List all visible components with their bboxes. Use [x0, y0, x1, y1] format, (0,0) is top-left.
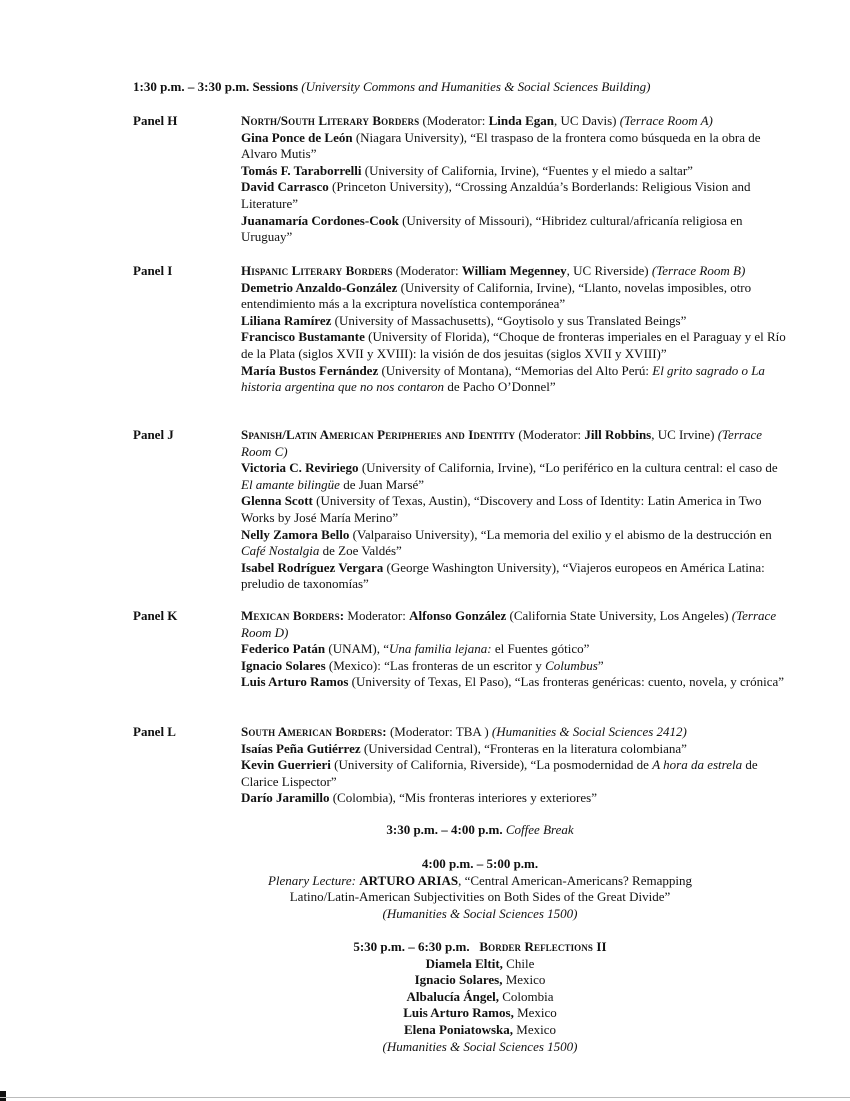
presenter-talk: (Colombia), “Mis fronteras interiores y exteriores”	[329, 790, 597, 806]
reflections-time: 5:30 p.m. – 6:30 p.m.	[353, 939, 470, 954]
presenter-talk-tail: el Fuentes gótico”	[491, 641, 590, 657]
presenter-talk: (University of California, Irvine), “Fuentes y el miedo a saltar”	[361, 162, 693, 178]
reflections-person	[200, 956, 760, 973]
panel-title: Spanish/Latin American Peripheries and Identity	[241, 427, 516, 442]
person-country: Mexico	[502, 972, 546, 988]
presenter-name: David Carrasco	[241, 179, 329, 195]
presenter-talk: (University of Massachusetts), “Goytisolo y sus Translated Beings”	[331, 312, 687, 328]
moderator-name: Alfonso González	[409, 608, 507, 623]
panel-body	[241, 608, 786, 691]
moderator-prefix: (Moderator: TBA )	[386, 724, 492, 739]
moderator-affiliation: , UC Davis)	[553, 113, 620, 128]
presenter-entry	[241, 313, 786, 330]
moderator-affiliation: , UC Irvine)	[651, 427, 718, 442]
panel-label: Panel L	[133, 724, 176, 739]
moderator-prefix: (Moderator:	[392, 263, 462, 278]
plenary-location: (Humanities & Social Sciences 1500)	[382, 905, 578, 921]
person-name: Diamela Eltit,	[425, 955, 503, 971]
presenter-name: Juanamaría Cordones-Cook	[241, 212, 399, 228]
presenter-name: Victoria C. Reviriego	[241, 460, 359, 476]
moderator-name: Jill Robbins	[584, 427, 652, 442]
presenter-entry	[241, 658, 786, 675]
coffee-time: 3:30 p.m. – 4:00 p.m.	[386, 822, 503, 837]
presenter-talk: (Mexico): “Las fronteras de un escritor y	[325, 657, 546, 673]
panel-heading	[241, 724, 786, 741]
presenter-talk-tail: de Pacho O’Donnel”	[444, 379, 556, 395]
moderator-name: William Megenney	[461, 263, 567, 278]
room: (Terrace Room D)	[241, 608, 777, 640]
moderator-prefix: (Moderator:	[419, 113, 489, 128]
room: (Terrace Room B)	[651, 263, 746, 278]
panel-heading	[241, 427, 786, 460]
person-name: Albalucía Ángel,	[406, 988, 499, 1004]
reflections-heading	[200, 939, 760, 956]
presenter-name: Federico Patán	[241, 641, 326, 657]
presenter-name: Nelly Zamora Bello	[241, 526, 350, 542]
person-country: Mexico	[513, 1005, 557, 1021]
presenter-entry	[241, 757, 786, 790]
presenter-name: Glenna Scott	[241, 493, 313, 509]
panel-title: North/South Literary Borders	[241, 113, 420, 128]
presenter-talk: (University of Texas, El Paso), “Las fronteras genéricas: cuento, novela, y crónica”	[348, 674, 785, 690]
presenter-name: María Bustos Fernández	[241, 362, 379, 378]
presenter-work-title: El grito sagrado o La historia argentina que no nos contaron	[241, 362, 765, 395]
person-country: Chile	[502, 955, 535, 971]
presenter-entry	[241, 790, 786, 807]
presenter-entry	[241, 130, 786, 163]
presenter-talk: (University of Montana), “Memorias del Alto Perú:	[378, 362, 653, 378]
presenter-talk: (Niagara University), “El traspaso de la frontera como búsqueda en la obra de Alvaro Mutis”	[241, 129, 761, 162]
reflections-person	[200, 989, 760, 1006]
room: (Terrace Room C)	[241, 427, 762, 459]
presenter-entry	[241, 560, 786, 593]
presenter-talk: (University of California, Riverside), “La posmodernidad de	[330, 757, 653, 773]
plenary-lecture	[200, 856, 760, 922]
presenter-entry	[241, 163, 786, 180]
plenary-speaker: ARTURO ARIAS	[359, 872, 459, 888]
presenter-talk-tail: ”	[597, 657, 604, 673]
presenter-talk: (George Washington University), “Viajeros europeos en América Latina: preludio de taxonomías”	[241, 559, 765, 592]
presenter-entry	[241, 460, 786, 493]
session-location: (University Commons and Humanities & Social Sciences Building)	[301, 79, 651, 94]
person-name: Elena Poniatowska,	[403, 1021, 514, 1037]
presenter-talk-tail: de Clarice Lispector”	[241, 757, 758, 789]
presenter-work-title: A hora da estrela	[652, 757, 743, 773]
panel-title: Mexican Borders:	[241, 608, 345, 623]
reflections-location: (Humanities & Social Sciences 1500)	[382, 1038, 578, 1054]
presenter-talk: (UNAM), “	[325, 641, 390, 657]
coffee-label: Coffee Break	[505, 822, 574, 837]
reflections-person	[200, 1022, 760, 1039]
presenter-talk: (University of Texas, Austin), “Discovery and Loss of Identity: Latin America in Two Works by José María Merino”	[241, 493, 762, 525]
session-time: 1:30 p.m. – 3:30 p.m. Sessions	[133, 79, 299, 94]
presenter-name: Demetrio Anzaldo-González	[241, 279, 398, 295]
presenter-work-title: Una familia lejana:	[389, 641, 492, 657]
presenter-talk: (Valparaiso University), “La memoria del exilio y el abismo de la destrucción en	[349, 526, 772, 542]
room: (Terrace Room A)	[619, 113, 713, 128]
moderator-affiliation: (California State University, Los Angeles)	[506, 608, 732, 623]
presenter-name: Francisco Bustamante	[241, 329, 365, 345]
presenter-entry	[241, 363, 786, 396]
presenter-name: Tomás F. Taraborrelli	[241, 162, 362, 178]
scan-edge-rule	[0, 1097, 850, 1098]
presenter-name: Darío Jaramillo	[241, 790, 330, 806]
panel-label: Panel K	[133, 608, 178, 623]
moderator-name: Linda Egan	[488, 113, 554, 128]
border-reflections	[200, 939, 760, 1055]
person-name: Ignacio Solares,	[414, 972, 503, 988]
presenter-name: Isaías Peña Gutiérrez	[241, 740, 361, 756]
moderator-prefix: Moderator:	[344, 608, 410, 623]
session-header	[133, 79, 650, 96]
panel-title: Hispanic Literary Borders	[241, 263, 393, 278]
room: (Humanities & Social Sciences 2412)	[491, 724, 687, 739]
moderator-affiliation: , UC Riverside)	[566, 263, 652, 278]
panel-heading	[241, 263, 786, 280]
moderator-prefix: (Moderator:	[515, 427, 585, 442]
presenter-name: Liliana Ramírez	[241, 312, 332, 328]
presenter-talk: (Universidad Central), “Fronteras en la literatura colombiana”	[360, 740, 687, 756]
panel-body	[241, 113, 786, 246]
presenter-name: Luis Arturo Ramos	[241, 674, 349, 690]
presenter-talk: (University of California, Irvine), “Lo periférico en la cultura central: el caso de	[358, 460, 778, 476]
panel-label: Panel I	[133, 263, 173, 278]
presenter-talk: (Princeton University), “Crossing Anzaldúa’s Borderlands: Religious Vision and Literature”	[241, 179, 751, 211]
person-country: Colombia	[498, 988, 554, 1004]
presenter-entry	[241, 280, 786, 313]
presenter-entry	[241, 179, 786, 212]
scan-edge-mark	[0, 1091, 6, 1101]
presenter-work-title: Café Nostalgia	[241, 543, 320, 559]
plenary-title-1: , “Central American-Americans? Remapping	[458, 872, 692, 888]
panel-body	[241, 263, 786, 396]
panel-title: South American Borders:	[241, 724, 387, 739]
presenter-name: Ignacio Solares	[241, 657, 326, 673]
presenter-work-title: El amante bilingüe	[241, 476, 340, 492]
presenter-name: Kevin Guerrieri	[241, 757, 331, 773]
presenter-entry	[241, 329, 786, 362]
panel-label: Panel J	[133, 427, 174, 442]
presenter-talk-tail: de Zoe Valdés”	[319, 543, 402, 559]
presenter-entry	[241, 641, 786, 658]
presenter-entry	[241, 493, 786, 526]
presenter-entry	[241, 741, 786, 758]
person-name: Luis Arturo Ramos,	[403, 1005, 514, 1021]
coffee-break	[200, 822, 760, 839]
panel-heading	[241, 113, 786, 130]
panel-label: Panel H	[133, 113, 178, 128]
presenter-talk-tail: de Juan Marsé”	[339, 476, 425, 492]
panel-body	[241, 427, 786, 593]
panel-body	[241, 724, 786, 807]
presenter-entry	[241, 213, 786, 246]
plenary-time: 4:00 p.m. – 5:00 p.m.	[421, 856, 539, 871]
reflections-person	[200, 972, 760, 989]
presenter-talk: (University of Florida), “Choque de fronteras imperiales en el Paraguay y el Río de la Plata (siglos XVII y XVIII): la visión de dos jesuitas (siglos XVII y XVIII)”	[241, 329, 786, 361]
presenter-entry	[241, 527, 786, 560]
presenter-entry	[241, 674, 786, 691]
plenary-title-2: Latino/Latin-American Subjectivities on Both Sides of the Great Divide”	[289, 889, 671, 905]
presenter-name: Gina Ponce de León	[241, 129, 353, 145]
reflections-title: Border Reflections II	[479, 939, 607, 954]
panel-heading	[241, 608, 786, 641]
plenary-line-1	[200, 873, 760, 890]
presenter-name: Isabel Rodríguez Vergara	[241, 559, 384, 575]
presenter-talk: (University of California, Irvine), “Llanto, novelas imposibles, otro entendimiento más a la excriptura novelística contemporánea”	[241, 279, 752, 312]
person-country: Mexico	[513, 1021, 557, 1037]
presenter-talk: (University of Missouri), “Hibridez cultural/africanía religiosa en Uruguay”	[241, 212, 743, 245]
reflections-person	[200, 1005, 760, 1022]
presenter-work-title: Columbus	[545, 657, 598, 673]
plenary-prefix: Plenary Lecture:	[267, 872, 360, 888]
